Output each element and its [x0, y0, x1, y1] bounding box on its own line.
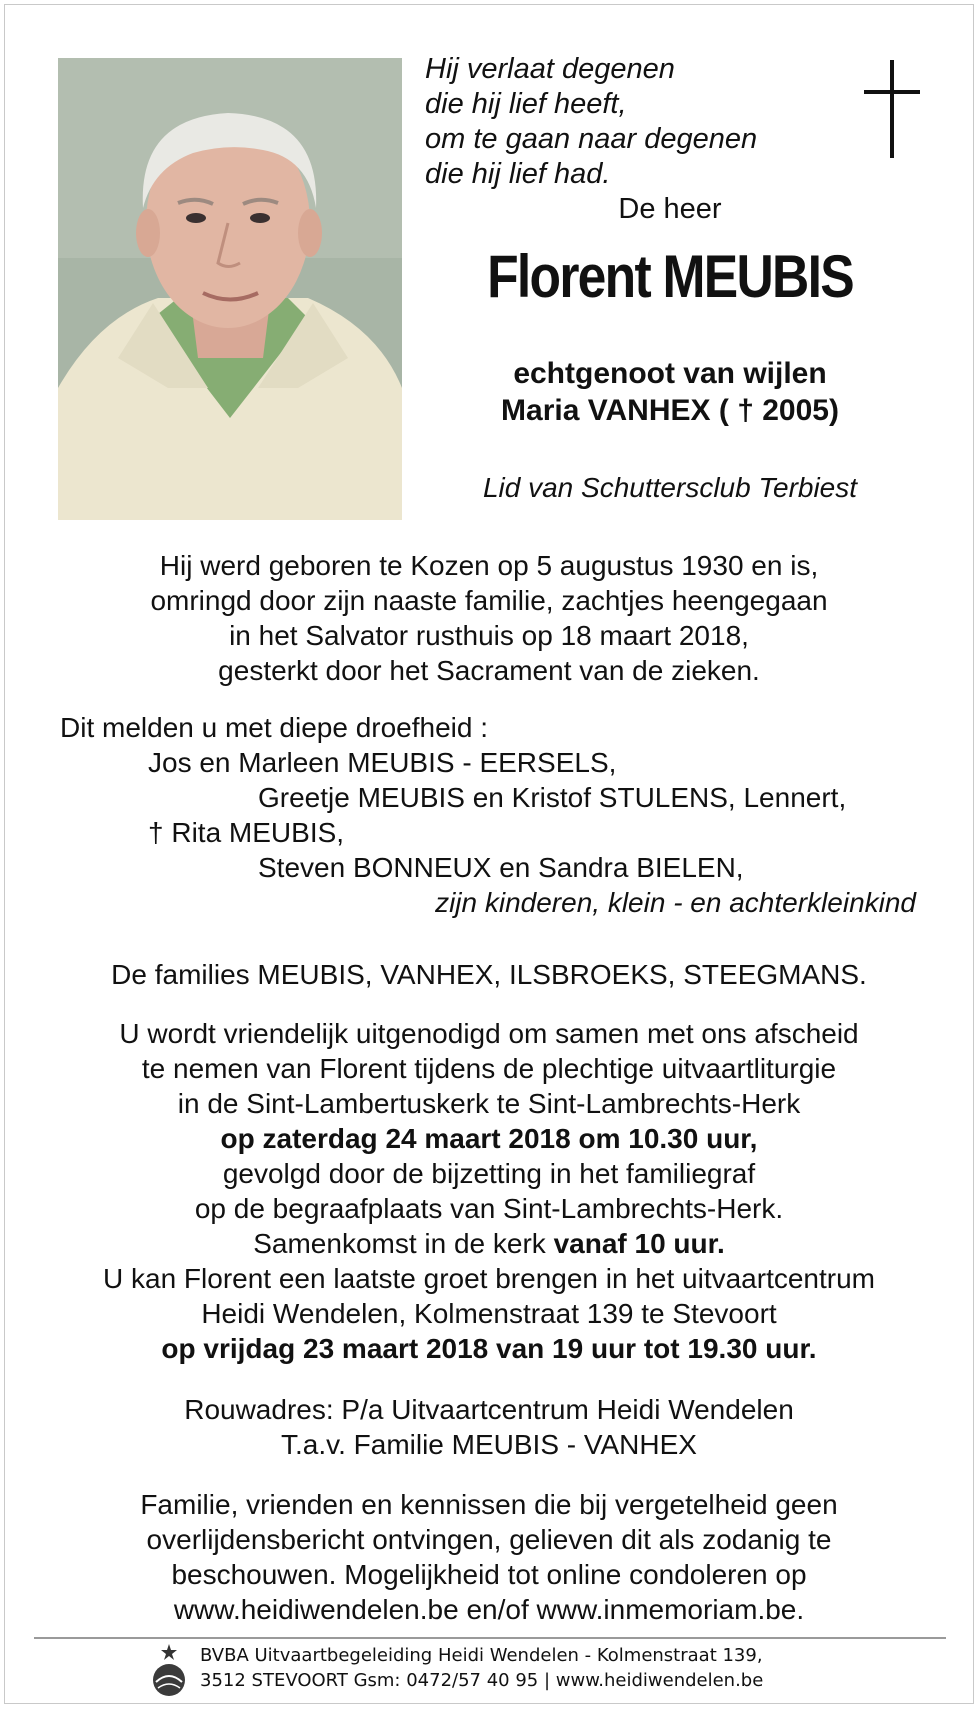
footer-line: BVBA Uitvaartbegeleiding Heidi Wendelen - Kolmenstraat 139,: [200, 1645, 763, 1666]
quote-line: die hij lief heeft,: [425, 88, 627, 120]
cross-icon: [864, 60, 920, 158]
club-membership: Lid van Schuttersclub Terbiest: [482, 472, 858, 503]
mourners-list: [60, 710, 950, 920]
text-line: beschouwen. Mogelijkheid tot online condoleren op: [171, 1559, 807, 1590]
mourners-relation: zijn kinderen, klein - en achterkleinkind: [435, 887, 916, 918]
text-line: overlijdensbericht ontvingen, gelieven dit als zodanig te: [146, 1524, 832, 1555]
gathering-time: vanaf 10 uur.: [553, 1228, 725, 1259]
funeral-date: op zaterdag 24 maart 2018 om 10.30 uur,: [220, 1123, 758, 1154]
deceased-name: Florent MEUBIS: [487, 243, 853, 310]
quote-line: Hij verlaat degenen: [425, 53, 675, 85]
text-line: te nemen van Florent tijdens de plechtige uitvaartliturgie: [141, 1053, 837, 1084]
families-line: [30, 957, 948, 992]
quote-line: om te gaan naar degenen: [425, 123, 758, 155]
mourner-line: Greetje MEUBIS en Kristof STULENS, Lennert,: [258, 782, 847, 813]
text-line: in het Salvator rusthuis op 18 maart 2018,: [229, 620, 749, 651]
text-line: U kan Florent een laatste groet brengen in het uitvaartcentrum: [103, 1263, 875, 1294]
text-line: op de begraafplaats van Sint-Lambrechts-Herk.: [194, 1193, 784, 1224]
birth-death-paragraph: [30, 548, 948, 688]
salutation: De heer: [618, 193, 722, 225]
text-line: www.heidiwendelen.be en/of www.inmemoriam.be.: [173, 1594, 805, 1625]
footer-line: 3512 STEVOORT Gsm: 0472/57 40 95 | www.heidiwendelen.be: [200, 1670, 764, 1691]
text-line: Familie, vrienden en kennissen die bij vergetelheid geen: [140, 1489, 838, 1520]
families-text: De families MEUBIS, VANHEX, ILSBROEKS, STEEGMANS.: [111, 959, 867, 990]
text-line: gesterkt door het Sacrament van de zieken.: [218, 655, 760, 686]
footer-info: [200, 1643, 763, 1693]
text-line: U wordt vriendelijk uitgenodigd om samen met ons afscheid: [119, 1018, 859, 1049]
mourners-intro: Dit melden u met diepe droefheid :: [60, 712, 489, 743]
text-line: in de Sint-Lambertuskerk te Sint-Lambrechts-Herk: [177, 1088, 801, 1119]
text-line: Heidi Wendelen, Kolmenstraat 139 te Stevoort: [201, 1298, 777, 1329]
footer-divider: [34, 1637, 946, 1639]
spouse-line: echtgenoot van wijlen: [513, 357, 827, 390]
gathering-line: [30, 1226, 948, 1261]
text-line: T.a.v. Familie MEUBIS - VANHEX: [281, 1429, 697, 1460]
portrait-photo: [58, 58, 402, 520]
text-line: Hij werd geboren te Kozen op 5 augustus 1930 en is,: [159, 550, 819, 581]
memorial-quote: [425, 52, 757, 192]
text-line: Rouwadres: P/a Uitvaartcentrum Heidi Wendelen: [184, 1394, 794, 1425]
spouse-line: Maria VANHEX ( † 2005): [501, 394, 839, 427]
mourner-line: Steven BONNEUX en Sandra BIELEN,: [258, 852, 744, 883]
mourner-line: Jos en Marleen MEUBIS - EERSELS,: [148, 747, 617, 778]
funeral-invitation: [30, 1016, 948, 1366]
funeral-home-logo-icon: [148, 1642, 190, 1698]
text-line: gevolgd door de bijzetting in het familiegraf: [222, 1158, 756, 1189]
gathering-text: Samenkomst in de kerk: [253, 1228, 554, 1259]
mourner-line: † Rita MEUBIS,: [148, 817, 345, 848]
visitation-date: op vrijdag 23 maart 2018 van 19 uur tot 19.30 uur.: [161, 1333, 817, 1364]
text-line: omringd door zijn naaste familie, zachtjes heengegaan: [150, 585, 828, 616]
spouse-info: [420, 355, 920, 429]
closing-notice: [30, 1487, 948, 1627]
quote-line: die hij lief had.: [425, 158, 611, 190]
mourning-address: [30, 1392, 948, 1462]
